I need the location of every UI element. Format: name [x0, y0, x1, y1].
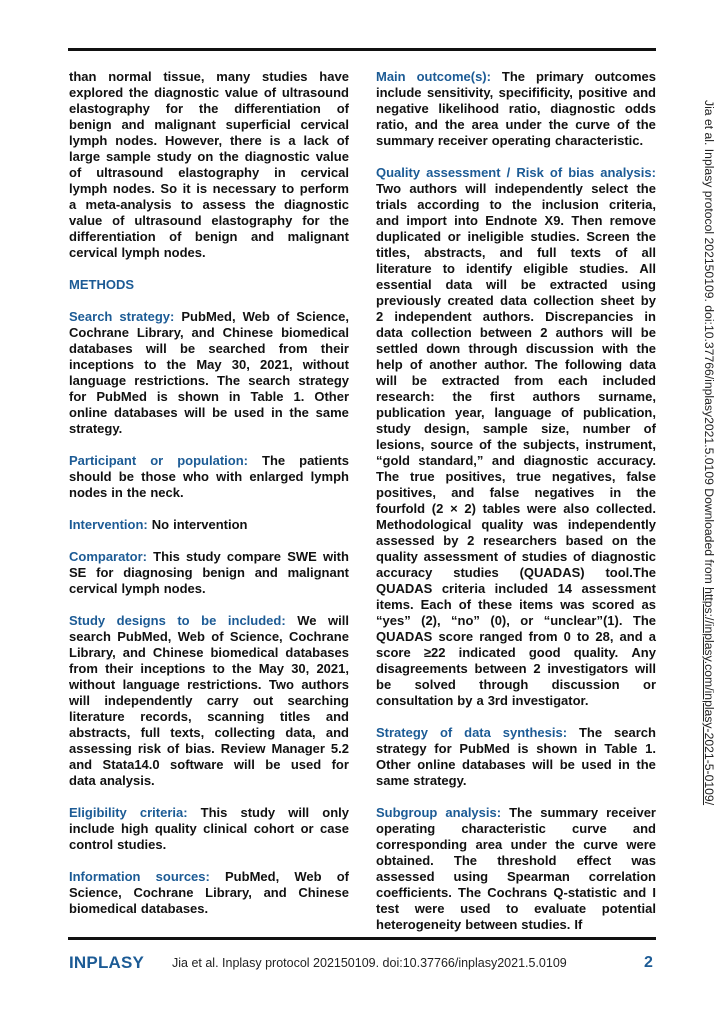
section-quality-assessment-risk-of-bias-analysis — [376, 165, 656, 709]
text-line: cervical lymph nodes. — [69, 245, 206, 260]
text-line: inceptions to the May 30, 2021, without — [69, 357, 349, 372]
text-line: Main outcome(s): The primary outcomes — [376, 69, 656, 84]
text-line: SE for diagnosing benign and malignant — [69, 565, 349, 580]
section-information-sources — [69, 869, 349, 917]
text-line: search PubMed, Web of Science, Cochrane — [69, 629, 349, 644]
text-line: without language restrictions. Two authors — [69, 677, 349, 692]
text-line: The true positives, true negatives, false — [376, 469, 656, 484]
text-line: Cochrane Library, and Chinese biomedical — [69, 325, 349, 340]
header-rule — [68, 48, 656, 51]
text-line: assessed using Spearman correlation — [376, 869, 656, 884]
section-subgroup-analysis — [376, 805, 656, 933]
text-line: literature records, scanning titles and — [69, 709, 349, 724]
text-line: trials according to the inclusion criteria, — [376, 197, 656, 212]
text-line: score ≥22 indicated good quality. Any — [376, 645, 656, 660]
text-line: Information sources: PubMed, Web of — [69, 869, 349, 884]
text-line: same strategy. — [376, 773, 467, 788]
text-line: assessing risk of bias. Review Manager 5.2 — [69, 741, 349, 756]
text-line: lesions, source of the subjects, instrument, — [376, 437, 656, 452]
text-line: summary receiver operating characteristic. — [376, 133, 644, 148]
text-line: control studies. — [69, 837, 167, 852]
footer-brand-logo: INPLASY — [69, 953, 145, 972]
text-line: corresponding area under the curve were — [376, 837, 656, 852]
text-line: publication year, language of publication, — [376, 405, 656, 420]
text-line: test were used to evaluate potential — [376, 901, 656, 916]
text-line: ratio, and the area under the curve of the — [376, 117, 656, 132]
text-line: settled down through discussion with the — [376, 341, 656, 356]
text-line: accuracy studies (QUADAS) tool.The — [376, 565, 656, 580]
text-line: lymph nodes. However, there is a lack of — [69, 133, 349, 148]
text-line: strategy. — [69, 421, 123, 436]
text-line: Intervention: No intervention — [69, 517, 248, 532]
section-main-outcome-s — [376, 69, 656, 149]
text-line: essential data will be extracted using — [376, 277, 656, 292]
text-line: biomedical databases. — [69, 901, 209, 916]
text-line: Search strategy: PubMed, Web of Science, — [69, 309, 349, 324]
text-line: will be extracted from each included — [376, 373, 656, 388]
side-note-link[interactable]: https://inplasy.com/inplasy-2021-5-0109/ — [702, 587, 716, 806]
text-line: 2 independent authors. Discrepancies in — [376, 309, 656, 324]
text-line: value of ultrasound elastography for the — [69, 213, 349, 228]
left-column — [69, 69, 349, 933]
text-line: abstracts, full texts, collecting data, and — [69, 725, 349, 740]
text-line: consultation by a 3rd investigator. — [376, 693, 589, 708]
text-line: research: the first authors surname, — [376, 389, 656, 404]
text-line: study design, sample size, number of — [376, 421, 656, 436]
text-line: than normal tissue, many studies have — [69, 69, 349, 84]
text-line: should be those who with enlarged lymph — [69, 469, 349, 484]
text-line: differentiation of benign and malignant — [69, 229, 349, 244]
section-strategy-of-data-synthesis — [376, 725, 656, 789]
side-note-text: Jia et al. Inplasy protocol 202150109. doi:10.37766/inplasy2021.5.0109 Downloaded from — [702, 100, 716, 588]
text-line: “yes” (2), “no” (0), or “unclear”(1). The — [376, 613, 656, 628]
text-line: and Stata14.0 software will be used for — [69, 757, 349, 772]
section-participant-or-population — [69, 453, 349, 501]
text-line: previously created data collection sheet by — [376, 293, 656, 308]
text-line: Eligibility criteria: This study will only — [69, 805, 349, 820]
text-line: Library, and Chinese biomedical databases — [69, 645, 349, 660]
text-line: Science, Cochrane Library, and Chinese — [69, 885, 349, 900]
section-eligibility-criteria — [69, 805, 349, 853]
text-line: help of another author. The following data — [376, 357, 656, 372]
text-line: strategy for PubMed is shown in Table 1. — [376, 741, 656, 756]
text-line: databases will be searched from their — [69, 341, 349, 356]
text-line: operating characteristic curve and — [376, 821, 656, 836]
text-line: explored the diagnostic value of ultrasound — [69, 85, 349, 100]
text-line: be solved through discussion or — [376, 677, 656, 692]
text-line: Participant or population: The patients — [69, 453, 349, 468]
text-line: Strategy of data synthesis: The search — [376, 725, 656, 740]
text-line: a meta-analysis to assess the diagnostic — [69, 197, 349, 212]
footer-rule — [68, 937, 656, 940]
side-download-note — [702, 100, 716, 805]
right-column — [376, 69, 656, 949]
text-line: include sensitivity, specifificity, positive and — [376, 85, 656, 100]
intro-paragraph — [69, 69, 349, 261]
text-line: heterogeneity between studies. If — [376, 917, 583, 932]
text-line: Study designs to be included: We will — [69, 613, 349, 628]
text-line: of ultrasound elastography in cervical — [69, 165, 349, 180]
text-line: obtained. The threshold effect was — [376, 853, 656, 868]
text-line: assessed by 2 researchers based on the — [376, 533, 656, 548]
text-line: for PubMed is shown in Table 1. Other — [69, 389, 349, 404]
text-line: quality assessment of studies of diagnostic — [376, 549, 656, 564]
text-line: Subgroup analysis: The summary receiver — [376, 805, 656, 820]
text-line: literature to identify eligible studies. All — [376, 261, 656, 276]
text-line: QUADAS score ranged from 0 to 28, and a — [376, 629, 656, 644]
text-line: items. Each of these items was scored as — [376, 597, 656, 612]
text-line: online databases will be used in the same — [69, 405, 349, 420]
text-line: titles, abstracts, and full texts of all — [376, 245, 656, 260]
text-line: data collection between 2 authors will be — [376, 325, 656, 340]
text-line: fourfold (2 × 2) tables were also collected. — [376, 501, 656, 516]
methods-heading: METHODS — [69, 277, 134, 292]
text-line: from their inceptions to the May 30, 2021, — [69, 661, 349, 676]
text-line: disagreements between 2 investigators will — [376, 661, 656, 676]
text-line: duplicated or ineligible studies. Screen the — [376, 229, 656, 244]
text-line: Two authors will independently select the — [376, 181, 656, 196]
text-line: lymph nodes. So it is necessary to perform — [69, 181, 349, 196]
page-number: 2 — [644, 954, 653, 971]
text-line: data analysis. — [69, 773, 155, 788]
section-comparator — [69, 549, 349, 597]
text-line: elastography for the differentiation of — [69, 101, 349, 116]
section-intervention — [69, 517, 349, 533]
text-line: “gold standard,” and diagnostic accuracy. — [376, 453, 656, 468]
text-line: negative likelihood ratio, diagnostic odds — [376, 101, 656, 116]
text-line: large sample study on the diagnostic value — [69, 149, 349, 164]
text-line: language restrictions. The search strategy — [69, 373, 349, 388]
text-line: and import into Endnote X9. Then remove — [376, 213, 656, 228]
section-search-strategy — [69, 309, 349, 437]
text-line: will independently carry out searching — [69, 693, 349, 708]
text-line: Methodological quality was independently — [376, 517, 656, 532]
text-line: cervical lymph nodes. — [69, 581, 206, 596]
text-line: Other online databases will be used in the — [376, 757, 656, 772]
text-line: positives, and false negatives in the — [376, 485, 656, 500]
text-line: include high quality clinical cohort or case — [69, 821, 349, 836]
text-line: QUADAS criteria included 14 assessment — [376, 581, 656, 596]
footer-citation: Jia et al. Inplasy protocol 202150109. doi:10.37766/inplasy2021.5.0109 — [172, 956, 567, 970]
text-line: Comparator: This study compare SWE with — [69, 549, 349, 564]
section-study-designs-to-be-included — [69, 613, 349, 789]
text-line: nodes in the neck. — [69, 485, 184, 500]
text-line: benign and malignant superficial cervical — [69, 117, 349, 132]
text-line: Quality assessment / Risk of bias analysis: — [376, 165, 656, 180]
text-line: coefficients. The Cochrans Q-statistic and I — [376, 885, 656, 900]
